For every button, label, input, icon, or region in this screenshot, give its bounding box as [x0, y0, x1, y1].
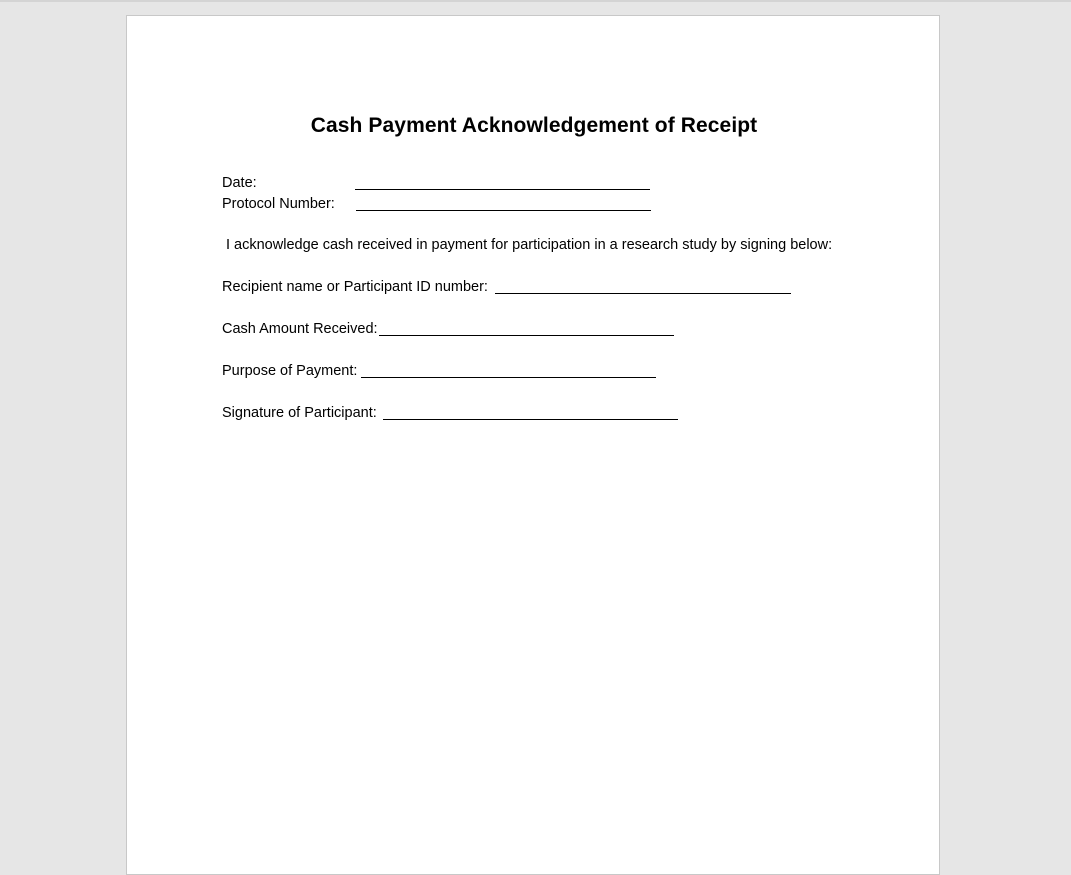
date-field-line[interactable]	[355, 189, 650, 190]
document-page	[126, 15, 940, 875]
recipient-field-line[interactable]	[495, 293, 791, 294]
date-label: Date:	[222, 175, 257, 191]
cash-amount-label: Cash Amount Received:	[222, 321, 378, 337]
signature-label: Signature of Participant:	[222, 405, 377, 421]
protocol-number-field-line[interactable]	[356, 210, 651, 211]
acknowledgement-statement: I acknowledge cash received in payment for participation in a research study by signing below:	[226, 237, 833, 253]
document-title: Cash Payment Acknowledgement of Receipt	[310, 114, 758, 137]
purpose-label: Purpose of Payment:	[222, 363, 358, 379]
recipient-label: Recipient name or Participant ID number:	[222, 279, 488, 295]
purpose-field-line[interactable]	[361, 377, 656, 378]
cash-amount-field-line[interactable]	[379, 335, 674, 336]
signature-field-line[interactable]	[383, 419, 678, 420]
window-top-edge	[0, 0, 1071, 2]
protocol-number-label: Protocol Number:	[222, 196, 335, 212]
